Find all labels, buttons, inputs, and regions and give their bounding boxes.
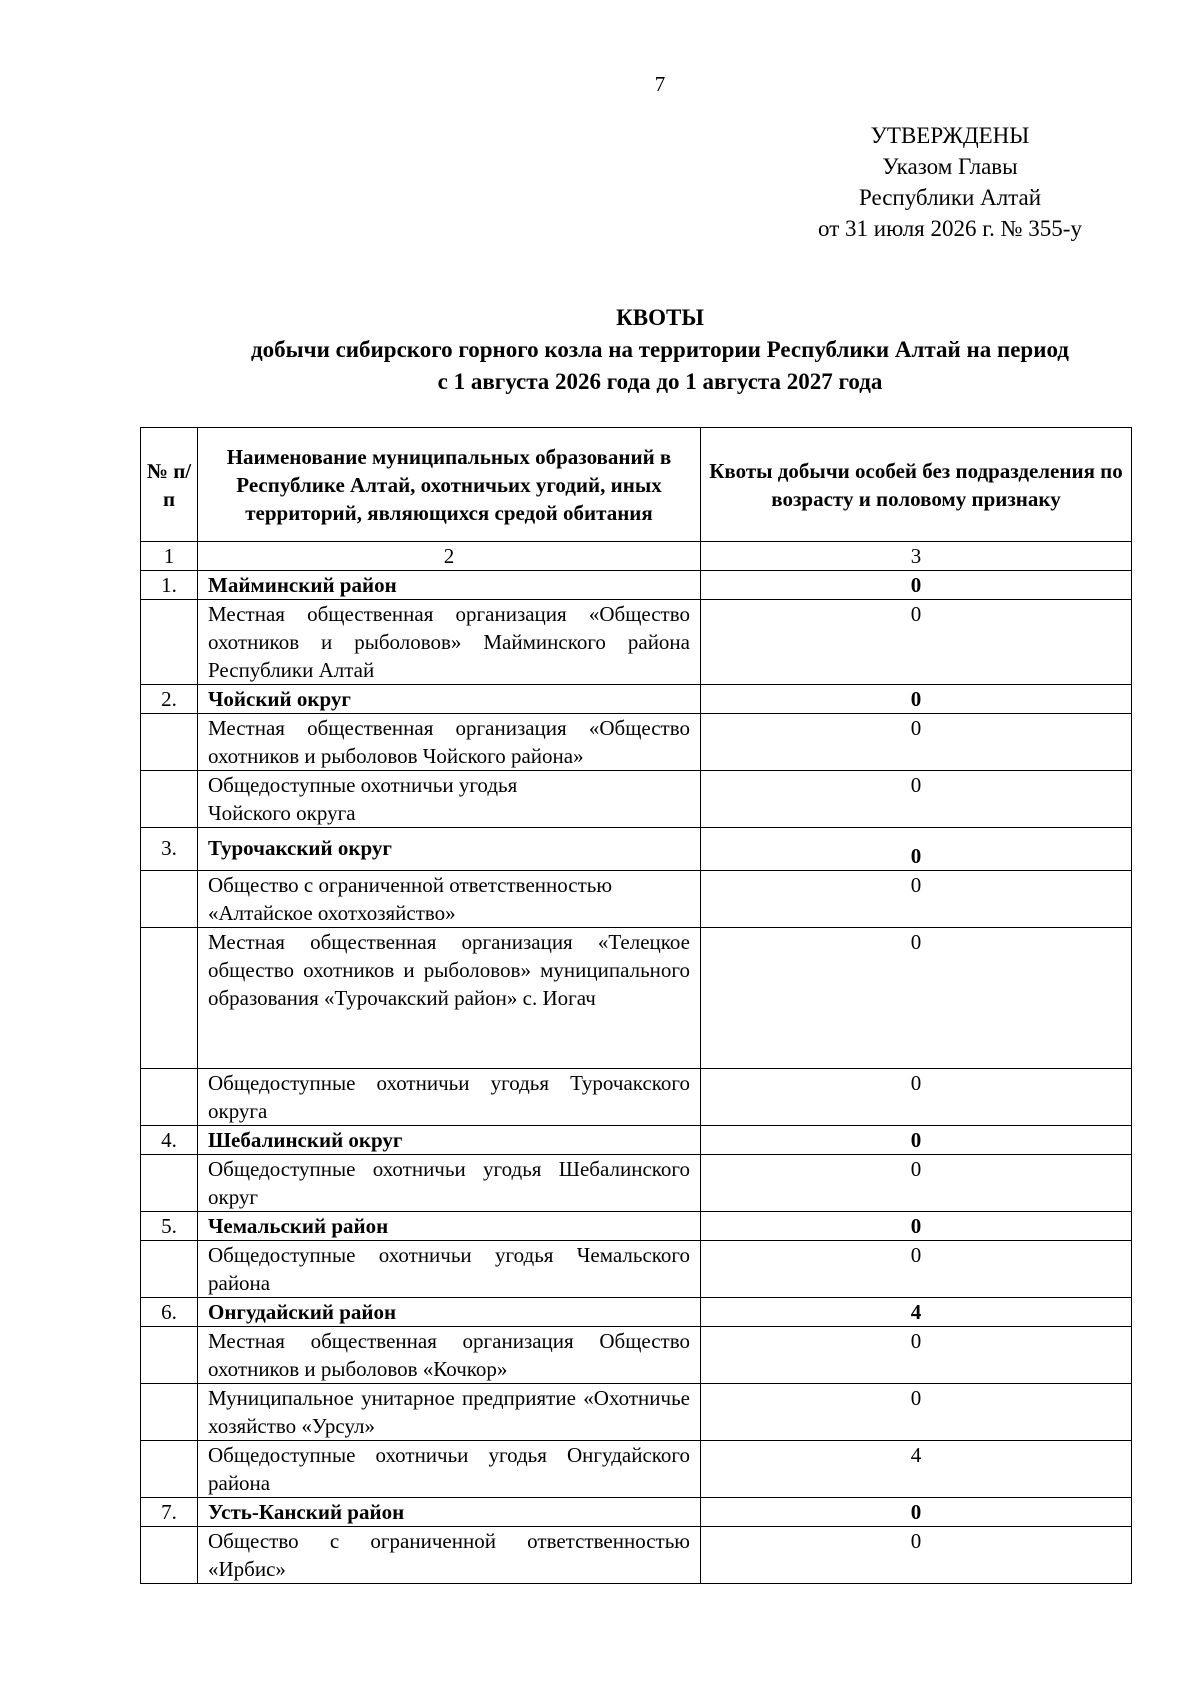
row-number: 7. bbox=[141, 1498, 198, 1527]
approval-line: УТВЕРЖДЕНЫ bbox=[870, 123, 1030, 148]
row-number bbox=[141, 871, 198, 928]
row-number bbox=[141, 771, 198, 828]
approval-stamp bbox=[770, 120, 1130, 244]
row-number bbox=[141, 1384, 198, 1441]
column-number-row bbox=[141, 542, 1132, 571]
row-number: 1. bbox=[141, 571, 198, 600]
row-name: Общедоступные охотничьи угодья Онгудайского района bbox=[198, 1441, 701, 1498]
row-name: Шебалинский округ bbox=[198, 1126, 701, 1155]
header-name: Наименование муниципальных образований в Республике Алтай, охотничьих угодий, иных территорий, являющихся средой обитания bbox=[198, 428, 701, 542]
header-number: № п/п bbox=[141, 428, 198, 542]
column-number: 3 bbox=[701, 542, 1132, 571]
row-number: 6. bbox=[141, 1298, 198, 1327]
row-value: 0 bbox=[701, 1155, 1132, 1212]
row-value: 0 bbox=[701, 1498, 1132, 1527]
table-row bbox=[141, 1441, 1132, 1498]
approval-line: Указом Главы bbox=[882, 154, 1018, 179]
column-number: 1 bbox=[141, 542, 198, 571]
column-number: 2 bbox=[198, 542, 701, 571]
title-line: добычи сибирского горного козла на территории Республики Алтай на период bbox=[251, 337, 1069, 362]
approval-line: Республики Алтай bbox=[858, 185, 1042, 210]
row-value: 4 bbox=[701, 1441, 1132, 1498]
row-number bbox=[141, 1527, 198, 1584]
row-name: Общедоступные охотничьи угодья Чойского округа bbox=[198, 771, 701, 828]
row-value: 0 bbox=[701, 928, 1132, 1069]
row-name: Муниципальное унитарное предприятие «Охотничье хозяйство «Урсул» bbox=[198, 1384, 701, 1441]
row-value: 4 bbox=[701, 1298, 1132, 1327]
row-number: 5. bbox=[141, 1212, 198, 1241]
table-row bbox=[141, 1069, 1132, 1126]
table-row bbox=[141, 1126, 1132, 1155]
row-number bbox=[141, 1327, 198, 1384]
table-row bbox=[141, 1498, 1132, 1527]
table-row bbox=[141, 1241, 1132, 1298]
document-title bbox=[140, 302, 1180, 398]
row-value: 0 bbox=[701, 871, 1132, 928]
row-name: Общедоступные охотничьи угодья Турочакского округа bbox=[198, 1069, 701, 1126]
row-name: Усть-Канский район bbox=[198, 1498, 701, 1527]
row-name: Чемальский район bbox=[198, 1212, 701, 1241]
row-name: Майминский район bbox=[198, 571, 701, 600]
table-row bbox=[141, 771, 1132, 828]
approval-line: от 31 июля 2026 г. № 355-у bbox=[818, 216, 1082, 241]
row-number: 2. bbox=[141, 685, 198, 714]
table-row bbox=[141, 714, 1132, 771]
table-row bbox=[141, 1527, 1132, 1584]
row-value: 0 bbox=[701, 771, 1132, 828]
row-name: Общедоступные охотничьи угодья Чемальского района bbox=[198, 1241, 701, 1298]
row-value: 0 bbox=[701, 685, 1132, 714]
title-line: КВОТЫ bbox=[616, 305, 704, 330]
row-number bbox=[141, 1155, 198, 1212]
row-value: 0 bbox=[701, 1384, 1132, 1441]
row-name: Общедоступные охотничьи угодья Шебалинского округ bbox=[198, 1155, 701, 1212]
table-row bbox=[141, 1155, 1132, 1212]
row-number bbox=[141, 1441, 198, 1498]
row-number bbox=[141, 714, 198, 771]
table-row bbox=[141, 1298, 1132, 1327]
row-value: 0 bbox=[701, 1069, 1132, 1126]
table-row bbox=[141, 928, 1132, 1069]
table-header-row bbox=[141, 428, 1132, 542]
table-row bbox=[141, 571, 1132, 600]
row-name: Турочакский округ bbox=[198, 828, 701, 871]
table-row bbox=[141, 1384, 1132, 1441]
table-row bbox=[141, 1212, 1132, 1241]
table-row bbox=[141, 600, 1132, 685]
row-value: 0 bbox=[701, 1212, 1132, 1241]
row-name: Местная общественная организация «Телецкое общество охотников и рыболовов» муниципального образования «Турочакский район» с. Иогач bbox=[198, 928, 701, 1069]
row-value: 0 bbox=[701, 1241, 1132, 1298]
row-number bbox=[141, 928, 198, 1069]
row-number bbox=[141, 1241, 198, 1298]
table-row bbox=[141, 685, 1132, 714]
row-number: 4. bbox=[141, 1126, 198, 1155]
header-quota: Квоты добычи особей без подразделения по возрасту и половому признаку bbox=[701, 428, 1132, 542]
row-number bbox=[141, 600, 198, 685]
title-line: с 1 августа 2026 года до 1 августа 2027 года bbox=[437, 369, 883, 394]
row-value: 0 bbox=[701, 600, 1132, 685]
row-value: 0 bbox=[701, 1527, 1132, 1584]
row-value: 0 bbox=[701, 1126, 1132, 1155]
row-value: 0 bbox=[701, 714, 1132, 771]
page-number: 7 bbox=[654, 72, 666, 96]
row-value: 0 bbox=[701, 828, 1132, 871]
row-name: Местная общественная организация «Общество охотников и рыболовов» Майминского района Республики Алтай bbox=[198, 600, 701, 685]
row-number bbox=[141, 1069, 198, 1126]
table-row bbox=[141, 871, 1132, 928]
row-name: Онгудайский район bbox=[198, 1298, 701, 1327]
row-name: Общество с ограниченной ответственностью «Ирбис» bbox=[198, 1527, 701, 1584]
row-name: Чойский округ bbox=[198, 685, 701, 714]
row-value: 0 bbox=[701, 571, 1132, 600]
row-number: 3. bbox=[141, 828, 198, 871]
row-name: Местная общественная организация Общество охотников и рыболовов «Кочкор» bbox=[198, 1327, 701, 1384]
quota-table bbox=[140, 427, 1132, 1584]
table-row bbox=[141, 828, 1132, 871]
row-name: Общество с ограниченной ответственностью «Алтайское охотхозяйство» bbox=[198, 871, 701, 928]
row-value: 0 bbox=[701, 1327, 1132, 1384]
row-name: Местная общественная организация «Общество охотников и рыболовов Чойского района» bbox=[198, 714, 701, 771]
table-row bbox=[141, 1327, 1132, 1384]
